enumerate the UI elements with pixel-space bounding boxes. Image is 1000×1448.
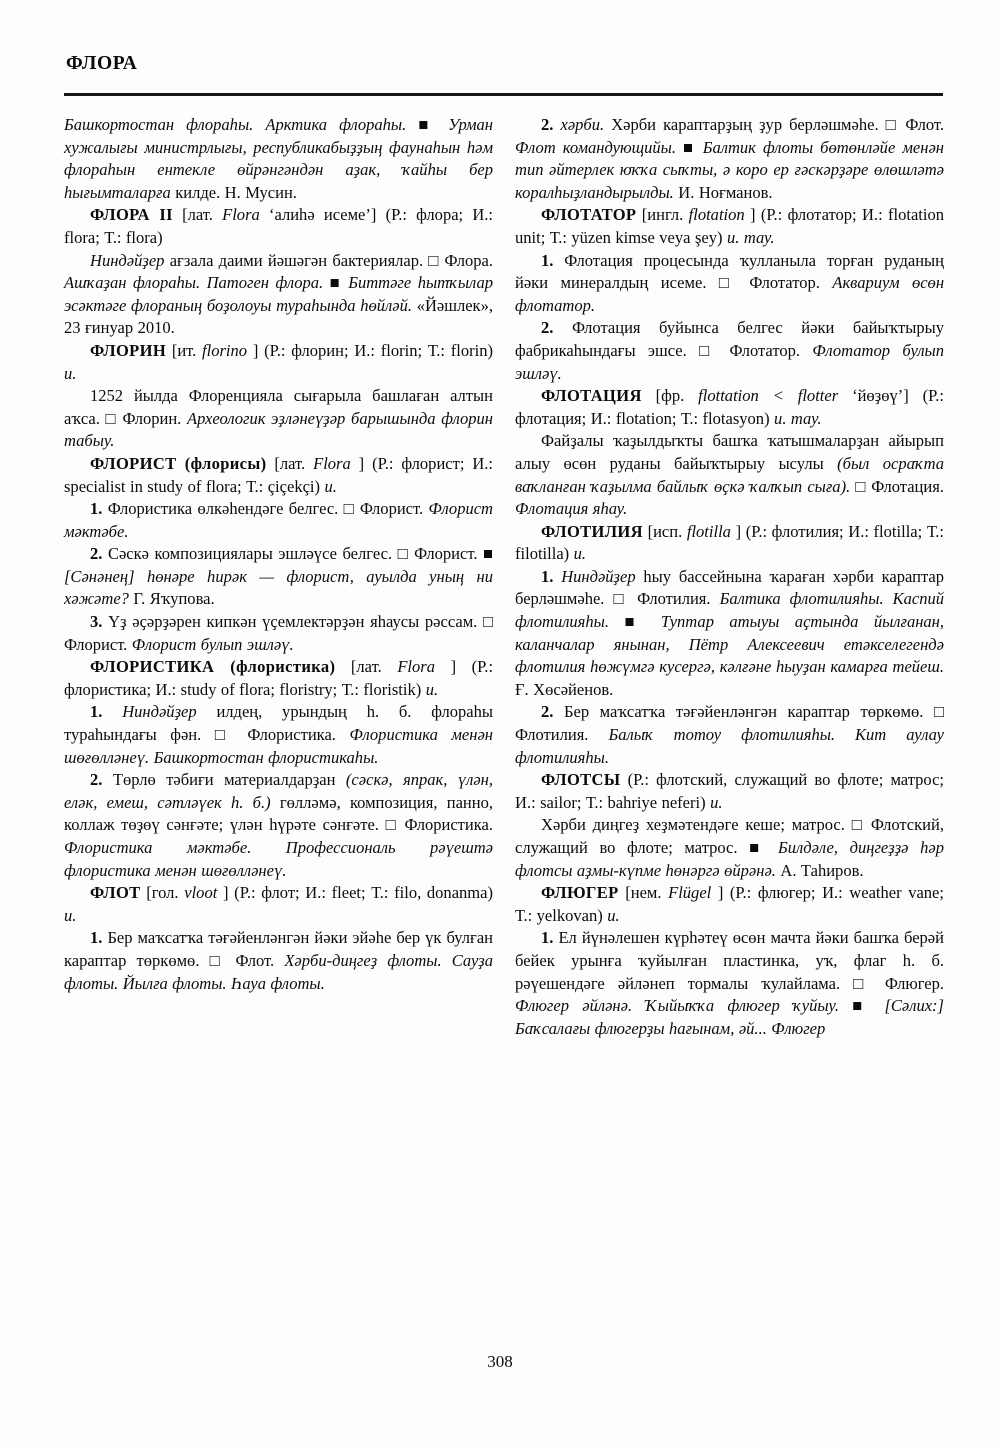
entry-text: Флорин.	[122, 408, 182, 428]
open-square-marker: □	[343, 499, 355, 519]
entry-text: (Р.: флотский, служащий во флоте; матрос; И.: sailor; Т.: bahriye neferi)	[515, 770, 944, 812]
entry-text: и. тау.	[774, 408, 822, 428]
open-square-marker: □	[699, 340, 718, 360]
entry-text: Флотация.	[871, 476, 944, 496]
entry-text: гөлләмә, композиция, панно, коллаж төҙөү сәнғәте; үлән һүрәте сәнғәте.	[64, 792, 494, 835]
entry-text: Хәрби диңгеҙ хеҙмәтендәге кеше; матрос.	[541, 815, 845, 835]
open-square-marker: □	[934, 702, 944, 722]
entry-text: ] (Р.: флот; И.: fleet; Т.: filo, donanma)	[223, 883, 494, 903]
open-square-marker: □	[214, 725, 234, 745]
entry-paragraph	[64, 498, 493, 543]
entry-paragraph	[64, 927, 493, 995]
sense-number: 1.	[541, 566, 554, 586]
headword: ФЛОРИН	[90, 340, 167, 360]
entry-paragraph	[64, 340, 493, 385]
entry-paragraph	[515, 566, 944, 702]
entry-text: Флот командующийы.	[515, 137, 676, 157]
entry-paragraph	[515, 927, 944, 1040]
entry-paragraph	[515, 814, 944, 882]
entry-paragraph	[64, 882, 493, 927]
entry-text: Флористика.	[404, 815, 493, 835]
entry-paragraph	[64, 453, 493, 498]
entry-text: Флот.	[905, 115, 944, 134]
column-left	[64, 114, 493, 1329]
entry-text: и.	[710, 792, 723, 812]
entry-text: Флотация процесында ҡулланыла торған руданың йәки минералдың исеме.	[515, 250, 944, 293]
entry-paragraph	[515, 430, 944, 520]
entry-text: Флорист мәктәбе.	[64, 499, 493, 541]
entry-paragraph	[64, 769, 493, 882]
entry-paragraph	[515, 521, 944, 566]
open-square-marker: □	[613, 589, 629, 609]
entry-text: илдең, урындың һ. б. флораһы тураһындағы фән.	[64, 702, 494, 745]
entry-paragraph	[515, 114, 944, 204]
headword: ФЛОТ	[90, 883, 141, 903]
entry-text: [Сәнәнең] һөнәре һирәк — флорист, ауылда уның ни хәжәте?	[64, 566, 493, 609]
entry-paragraph	[515, 250, 944, 318]
open-square-marker: □	[209, 950, 226, 970]
entry-text: Флюгер әйләнә. Ҡыйыҡҡа флюгер ҡуйыу.	[515, 996, 839, 1016]
entry-text: Урман хужалығы министрлығы, республикабыҙҙың фаунаһын һәм флораһын ентекле өйрәнгәндән аҙак, ҡайһы бер һығымталарға	[64, 115, 493, 202]
entry-text: Флот.	[235, 950, 275, 970]
entry-text: Флотатор.	[749, 273, 820, 293]
entry-text: килде. Н. Мусин.	[175, 182, 297, 202]
entry-text: [исп.	[647, 521, 683, 541]
entry-text: Хәрби-диңгеҙ флоты. Сауҙа флоты. Йылға флоты. Һауа флоты.	[64, 950, 493, 993]
entry-text: ] (Р.: флорин; И.: florin; Т.: florin)	[252, 340, 493, 360]
entry-paragraph	[64, 543, 493, 611]
open-square-marker: □	[851, 815, 865, 835]
entry-text: Балыҡ тотоу флотилияһы. Кит аулау флотилияһы.	[515, 725, 944, 767]
entry-text: и.	[573, 544, 587, 564]
entry-text: и.	[64, 363, 77, 383]
entry-text: Г. Яҡупова.	[133, 589, 215, 609]
entry-text: Флотский, служащий во флоте; матрос.	[515, 815, 944, 857]
entry-text: Башкортостан флораһы. Арктика флораһы.	[64, 115, 407, 134]
open-square-marker: □	[397, 544, 409, 564]
open-square-marker: □	[885, 115, 899, 134]
entry-text: [Сәлих:] Баҡсалағы флюгерҙы һағынам, әй... Флюгер	[515, 996, 944, 1038]
entry-text: [нем.	[625, 883, 662, 903]
sense-number: 2.	[541, 115, 554, 134]
filled-square-marker: ■	[683, 137, 696, 157]
entry-paragraph	[515, 769, 944, 814]
entry-text: Flügel	[668, 883, 712, 903]
open-square-marker: □	[385, 815, 398, 835]
entry-text: Үҙ әҫәрҙәрен кипкән үҫемлектәрҙән яһаусы рәссам.	[108, 612, 478, 632]
entry-text: ] (Р.: флористика; И.: study of flora; floristry; Т.: floristik)	[64, 657, 494, 699]
open-square-marker: □	[105, 408, 117, 428]
entry-paragraph	[64, 250, 493, 340]
entry-paragraph	[64, 204, 493, 249]
entry-text: [лат.	[182, 205, 213, 225]
entry-text: (был осраҡта ваҡланған ҡаҙылма байлыҡ өҫкә ҡалҡып сыға).	[515, 453, 945, 496]
open-square-marker: □	[428, 250, 440, 270]
sense-number: 1.	[541, 250, 554, 270]
entry-text: [гол.	[146, 883, 179, 903]
headword: ФЛОТАЦИЯ	[541, 386, 642, 406]
entry-text: Флотатор булып эшләү.	[515, 340, 945, 383]
entry-text: Флорист.	[359, 499, 424, 519]
entry-text: Flora	[222, 205, 260, 225]
entry-text: Ниндәйҙер	[122, 702, 197, 722]
sense-number: 2.	[541, 318, 554, 338]
running-head: ФЛОРА	[66, 53, 138, 74]
entry-paragraph	[515, 701, 944, 769]
entry-text: Флотация буйынса белгес йәки байыҡтырыу фабрикаһындағы эшсе.	[515, 318, 944, 360]
open-square-marker: □	[853, 973, 872, 993]
entry-paragraph	[515, 882, 944, 927]
entry-paragraph	[64, 385, 493, 453]
headword: ФЛЮГЕР	[541, 883, 619, 903]
entry-text: [лат.	[350, 657, 382, 677]
entry-text: и. тау.	[726, 227, 775, 247]
open-square-marker: □	[855, 476, 867, 496]
filled-square-marker: ■	[483, 544, 494, 564]
open-square-marker: □	[483, 612, 494, 632]
headword: ФЛОРИСТИКА (флористика)	[90, 657, 336, 677]
entry-text: Ниндәйҙер	[90, 250, 165, 270]
filled-square-marker: ■	[418, 115, 436, 134]
entry-text: и.	[324, 476, 337, 496]
entry-text: flotilla	[686, 521, 731, 541]
entry-text: и.	[425, 679, 439, 699]
entry-text: Ел йүнәлешен күрһәтеү өсөн мачта йәки башҡа берәй бейек урынға ҡуйылған пластинка, уҡ, флаг һ. б. рәүешендәге әйләнеп тормалы ҡулайлама.	[515, 928, 944, 993]
entry-text: и.	[607, 905, 620, 925]
entry-text: һыу бассейнына ҡараған хәрби караптар берләшмәһе.	[515, 566, 944, 609]
entry-text: Сәскә композициялары эшләүсе белгес.	[107, 544, 393, 564]
entry-text: Флористика өлкәһендәге белгес.	[107, 499, 339, 519]
entry-paragraph	[515, 204, 944, 249]
sense-number: 2.	[541, 702, 554, 722]
entry-text: Флотилия.	[515, 725, 589, 745]
headword: ФЛОТИЛИЯ	[541, 521, 643, 541]
entry-text: Бер маҡсатҡа тәғәйенләнгән караптар төркөмө.	[563, 702, 924, 722]
entry-text: ] (Р.: флотатор; И.: flotation unit; Т.: yüzen kimse veya şey)	[515, 205, 945, 247]
sense-number: 1.	[90, 928, 103, 948]
entry-text: ] (Р.: флюгер; И.: weather vane; Т.: yelkovan)	[515, 883, 944, 925]
entry-text: «Йәшлек», 23 ғинуар 2010.	[64, 295, 493, 338]
sense-number: 1.	[541, 928, 554, 948]
entry-text: А. Таһиров.	[780, 860, 864, 880]
entry-text: flotation	[688, 205, 745, 225]
entry-text: Флотилия.	[637, 589, 711, 609]
entry-text: Биттәге һытҡылар эсәктәге флораның боҙолоуы тураһында һөйләй.	[64, 273, 493, 315]
entry-text: Флюгер.	[884, 973, 944, 993]
sense-number: 3.	[90, 612, 103, 632]
entry-text: florino	[202, 340, 248, 360]
headword: ФЛОРИСТ (флорисы)	[90, 453, 267, 473]
entry-text: (сәскә, япрак, үлән, еләк, емеш, сәтләүек һ. б.)	[64, 770, 493, 812]
entry-text: ‘алиһә исеме’] (Р.: флора; И.: flora; Т.: flora)	[64, 205, 494, 247]
entry-text: Археологик эҙләнеүҙәр барышында флорин табыу.	[64, 408, 493, 451]
entry-text: Билдәле, диңгеҙҙә һәр флотсы аҙмы-күпме һөнәргә өйрәнә.	[515, 838, 944, 880]
entry-text: Ғ. Хөсәйенов.	[515, 679, 614, 699]
entry-text: Туптар атыуы аҫтында йылғанан, каланчалар янынан, Пётр Алексеевич етәкселегендә флотилия һөжүмгә кусергә, кәлғәне һыуҙан камарға тейеш.	[515, 612, 945, 677]
column-right	[515, 114, 944, 1329]
header-rule	[64, 93, 943, 96]
two-column-body	[64, 114, 944, 1329]
entry-text: Ниндәйҙер	[561, 566, 636, 586]
entry-text: Балтик флоты бөтөнләйе менән тип әйтерлек юҡҡа сыҡты, ә коро ер ғәскәрҙәре өлөшләтә коралһыҙландырылды.	[515, 137, 944, 202]
entry-paragraph	[64, 611, 493, 656]
entry-text: Флотация яһау.	[515, 499, 628, 519]
entry-text: Флорист булып эшләү.	[131, 634, 294, 654]
headword: ФЛОТСЫ	[541, 770, 621, 790]
entry-text: flottation < flotter	[698, 386, 839, 406]
entry-text: Флористика.	[247, 725, 336, 745]
entry-text: ] (Р.: флотилия; И.: flotilla; Т.: filotilla)	[515, 521, 944, 564]
entry-text: [ингл.	[641, 205, 684, 225]
entry-text: ‘йөҙөү’] (Р.: флотация; И.: flotation; Т.: flotasyon)	[515, 386, 945, 428]
entry-text: ағзала даими йәшәгән бактериялар.	[169, 250, 424, 270]
entry-text: и.	[64, 905, 77, 925]
entry-text: 1252 йылда Флоренцияла сығарыла башлаған алтын аҡса.	[64, 386, 493, 428]
sense-number: 2.	[90, 544, 103, 564]
entry-text: Файҙалы ҡаҙылдыҡты башҡа ҡатышмаларҙан айырып алыу өсөн руданы байыҡтырыу ысулы	[515, 431, 944, 473]
entry-paragraph	[515, 317, 944, 385]
entry-text: Флористика мәктәбе. Профессиональ рәүештә флористика менән шөғөлләнеү.	[64, 838, 493, 880]
entry-text: Төрлө тәбиғи материалдарҙан	[112, 770, 336, 790]
entry-text: vloot	[184, 883, 218, 903]
filled-square-marker: ■	[852, 996, 872, 1016]
entry-text: [лат.	[274, 453, 306, 473]
sense-number: 2.	[90, 770, 103, 790]
filled-square-marker: ■	[329, 273, 342, 293]
headword: ФЛОТАТОР	[541, 205, 637, 225]
entry-text: Ашҡаҙан флораһы. Патоген флора.	[64, 273, 324, 293]
entry-text: Флористика менән шөғөлләнеү. Башкортостан флористикаһы.	[64, 725, 493, 767]
entry-text: Флора.	[444, 250, 493, 270]
filled-square-marker: ■	[624, 612, 646, 632]
sense-number: 1.	[90, 499, 103, 519]
entry-paragraph	[64, 701, 493, 769]
entry-text: Балтика флотилияһы. Каспий флотилияһы.	[515, 589, 945, 632]
entry-text: хәрби.	[560, 115, 605, 134]
entry-text: Флорист.	[64, 634, 128, 654]
headword: ФЛОРА II	[90, 205, 173, 225]
entry-paragraph	[515, 385, 944, 430]
entry-text: И. Ноғманов.	[678, 182, 773, 202]
sense-number: 1.	[90, 702, 103, 722]
entry-text: [ит.	[171, 340, 197, 360]
entry-text: Хәрби караптарҙың ҙур берләшмәһе.	[611, 115, 879, 134]
page-number: 308	[487, 1352, 513, 1371]
entry-text: Flora	[397, 657, 435, 677]
entry-text: Флорист.	[414, 544, 478, 564]
entry-text: Бер маҡсатҡа тәғәйенләнгән йәки эйәһе бер үк булған караптар төркөмө.	[64, 928, 494, 970]
filled-square-marker: ■	[749, 838, 767, 857]
entry-text: Flora	[313, 453, 351, 473]
entry-text: Аквариум өсөн флотатор.	[515, 273, 945, 315]
entry-text: Флотатор.	[729, 340, 800, 360]
entry-paragraph	[64, 656, 493, 701]
entry-text: ] (Р.: флорист; И.: specialist in study of flora; Т.: çiçekçi)	[64, 453, 494, 496]
entry-paragraph	[64, 114, 493, 204]
entry-text: [фр.	[655, 386, 685, 406]
open-square-marker: □	[718, 273, 737, 293]
